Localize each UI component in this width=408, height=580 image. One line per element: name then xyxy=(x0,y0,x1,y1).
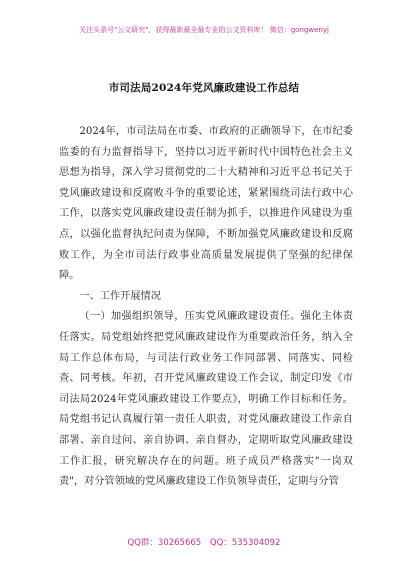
document-title: 市司法局2024年党风廉政建设工作总结 xyxy=(108,82,300,94)
contact-footer xyxy=(0,536,408,548)
document-body xyxy=(59,122,353,493)
intro-paragraph: 2024年，市司法局在市委、市政府的正确领导下，在市纪委监委的有力监督指导下，坚持以习近平新时代中国特色社会主义思想为指导，深入学习贯彻党的二十大精神和习近平总书记关于党风廉政建设和反腐败斗争的重要论述，紧紧围绕司法行政中心工作，以落实党风廉政建设责任制为抓手，以推进作风建设为重点，以强化监督执纪问责为保障，不断加强党风廉政建设和反腐败工作，为全市司法行政事业高质量发展提供了坚强的纪律保障。 xyxy=(59,126,353,282)
body-paragraph: （一）加强组织领导，压实党风廉政建设责任。强化主体责任落实。局党组始终把党风廉政建设作为重要政治任务，纳入全局工作总体布局，与司法行政业务工作同部署、同落实、同检查、同考核。年初，召开党风廉政建设工作会议，制定印发《市司法局2024年党风廉政建设工作要点》，明确工作目标和任务。局党组书记认真履行第一责任人职责，对党风廉政建设工作亲自部署、亲自过问、亲自协调、亲自督办，定期听取党风廉政建设工作汇报，研究解决存在的问题。班子成员严格落实"一岗双责"，对分管领域的党风廉政建设工作负领导责任，定期与分管 xyxy=(59,311,353,488)
section-heading: 一、工作开展情况 xyxy=(79,290,161,302)
promo-banner: 关注头条号"公文研究"，获得最新最全最专业的公文资料库！ 微信：gongwenyj xyxy=(79,26,329,34)
qq-number: QQ：535304092 xyxy=(209,538,281,548)
qq-group-number: QQ群：30265665 xyxy=(127,538,202,548)
